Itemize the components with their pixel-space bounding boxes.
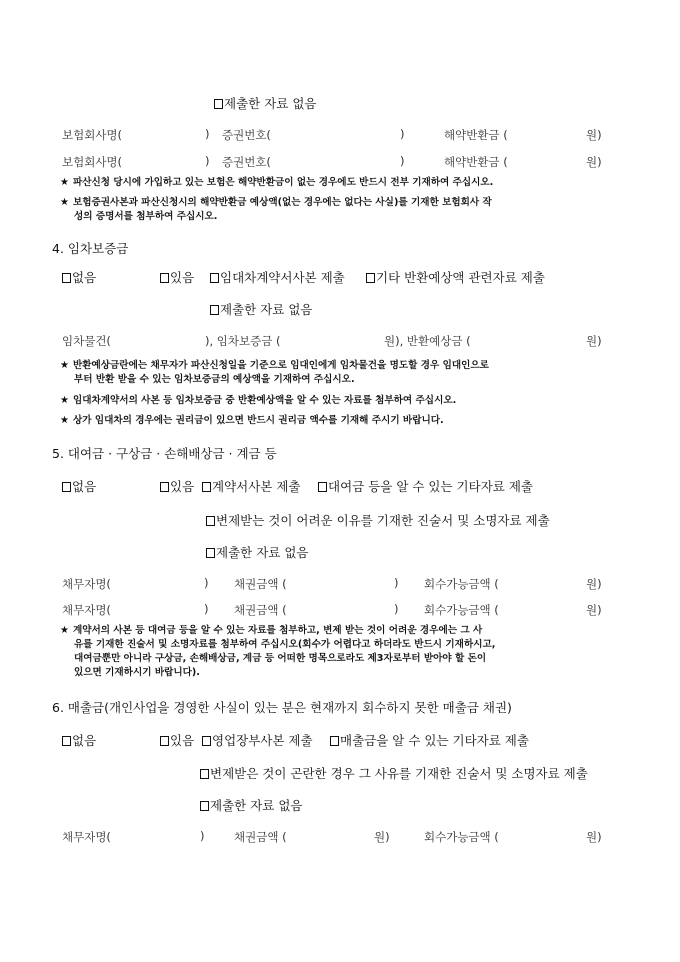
lease-row: 임차물건( ), 임차보증금 ( 원), 반환예상금 ( 원) <box>62 334 602 348</box>
option-no-docs[interactable]: 제출한 자료 없음 <box>206 543 308 561</box>
checkbox[interactable] <box>62 736 71 746</box>
star-icon: ★ <box>60 395 69 406</box>
note-continued: 있으면 기재하시기 바랍니다). <box>74 667 200 678</box>
note-continued: 성의 증명서를 첨부하여 주십시오. <box>74 211 218 222</box>
checkbox[interactable] <box>330 736 339 746</box>
checkbox[interactable] <box>318 482 327 492</box>
note-continued: 유를 기재한 진술서 및 소명자료를 첨부하여 주십시오(회수가 어렵다고 하더라도 반드시 기재하시고, <box>74 639 496 650</box>
checkbox[interactable] <box>62 482 71 492</box>
option-none[interactable]: 없음 <box>62 731 96 749</box>
option-exist[interactable]: 있음 <box>160 268 194 286</box>
checkbox[interactable] <box>200 769 209 779</box>
star-icon: ★ <box>60 625 69 636</box>
debtor-row: 채무자명( ) 채권금액 ( ) 회수가능금액 ( 원) <box>62 602 602 617</box>
debtor-row: 채무자명( ) 채권금액 ( ) 회수가능금액 ( 원) <box>62 576 602 591</box>
option-ledger-copy[interactable]: 영업장부사본 제출 <box>202 731 313 749</box>
note-continued: 대여금뿐만 아니라 구상금, 손해배상금, 계금 등 어떠한 명목으로라도 제3자로부터 받아야 할 돈이 <box>74 653 487 664</box>
checkbox[interactable] <box>62 273 71 283</box>
note: ★ 보험증권사본과 파산신청시의 해약반환금 예상액(없는 경우에는 없다는 사실)를 기재한 보험회사 작 <box>60 197 492 208</box>
insurance-row: 보험회사명( ) 증권번호( ) 해약반환금 ( 원) <box>62 127 602 142</box>
note: ★ 반환예상금란에는 채무자가 파산신청일을 기준으로 임대인에게 임차물건을 명도할 경우 임대인으로 <box>60 360 489 371</box>
note: ★ 상가 임대차의 경우에는 권리금이 있으면 반드시 권리금 액수를 기재해 주시기 바랍니다. <box>60 415 444 426</box>
option-none[interactable]: 없음 <box>62 268 96 286</box>
checkbox[interactable] <box>160 482 169 492</box>
section-heading: 5. 대여금 · 구상금 · 손해배상금 · 계금 등 <box>52 446 277 461</box>
option-statement[interactable]: 변제받은 것이 곤란한 경우 그 사유를 기재한 진술서 및 소명자료 제출 <box>200 764 588 782</box>
checkbox[interactable] <box>214 99 223 109</box>
option-none[interactable]: 없음 <box>62 477 96 495</box>
checkbox[interactable] <box>202 736 211 746</box>
option-other-docs[interactable]: 기타 반환예상액 관련자료 제출 <box>366 268 545 286</box>
option-exist[interactable]: 있음 <box>160 731 194 749</box>
option-statement[interactable]: 변제받는 것이 어려운 이유를 기재한 진술서 및 소명자료 제출 <box>206 511 550 529</box>
checkbox[interactable] <box>206 548 215 558</box>
checkbox[interactable] <box>210 273 219 283</box>
section-heading: 4. 임차보증금 <box>52 241 129 256</box>
note: ★ 계약서의 사본 등 대여금 등을 알 수 있는 자료를 첨부하고, 변제 받는 것이 어려운 경우에는 그 사 <box>60 625 483 636</box>
section-heading: 6. 매출금(개인사업을 경영한 사실이 있는 분은 현재까지 회수하지 못한 매출금 채권) <box>52 700 512 715</box>
star-icon: ★ <box>60 360 69 371</box>
checkbox[interactable] <box>160 273 169 283</box>
option-no-docs[interactable]: 제출한 자료 없음 <box>200 796 302 814</box>
note: ★ 파산신청 당시에 가입하고 있는 보험은 해약반환금이 없는 경우에도 반드시 전부 기재하여 주십시오. <box>60 177 494 188</box>
option-no-docs[interactable]: 제출한 자료 없음 <box>210 300 312 318</box>
star-icon: ★ <box>60 177 69 188</box>
note: ★ 임대차계약서의 사본 등 임차보증금 중 반환예상액을 알 수 있는 자료를 첨부하여 주십시오. <box>60 395 457 406</box>
star-icon: ★ <box>60 415 69 426</box>
option-other-docs[interactable]: 매출금을 알 수 있는 기타자료 제출 <box>330 731 529 749</box>
sales-debtor-row: 채무자명( ) 채권금액 ( 원) 회수가능금액 ( 원) <box>62 829 602 844</box>
checkbox[interactable] <box>210 305 219 315</box>
checkbox[interactable] <box>160 736 169 746</box>
checkbox[interactable] <box>200 801 209 811</box>
checkbox[interactable] <box>202 482 211 492</box>
insurance-row: 보험회사명( ) 증권번호( ) 해약반환금 ( 원) <box>62 154 602 169</box>
checkbox[interactable] <box>206 516 215 526</box>
option-no-docs[interactable]: 제출한 자료 없음 <box>214 94 316 112</box>
option-exist[interactable]: 있음 <box>160 477 194 495</box>
option-contract-copy[interactable]: 임대차계약서사본 제출 <box>210 268 345 286</box>
option-other-docs[interactable]: 대여금 등을 알 수 있는 기타자료 제출 <box>318 477 533 495</box>
option-contract-copy[interactable]: 계약서사본 제출 <box>202 477 301 495</box>
checkbox[interactable] <box>366 273 375 283</box>
note-continued: 부터 반환 받을 수 있는 임차보증금의 예상액을 기재하여 주십시오. <box>74 374 355 385</box>
star-icon: ★ <box>60 197 69 208</box>
